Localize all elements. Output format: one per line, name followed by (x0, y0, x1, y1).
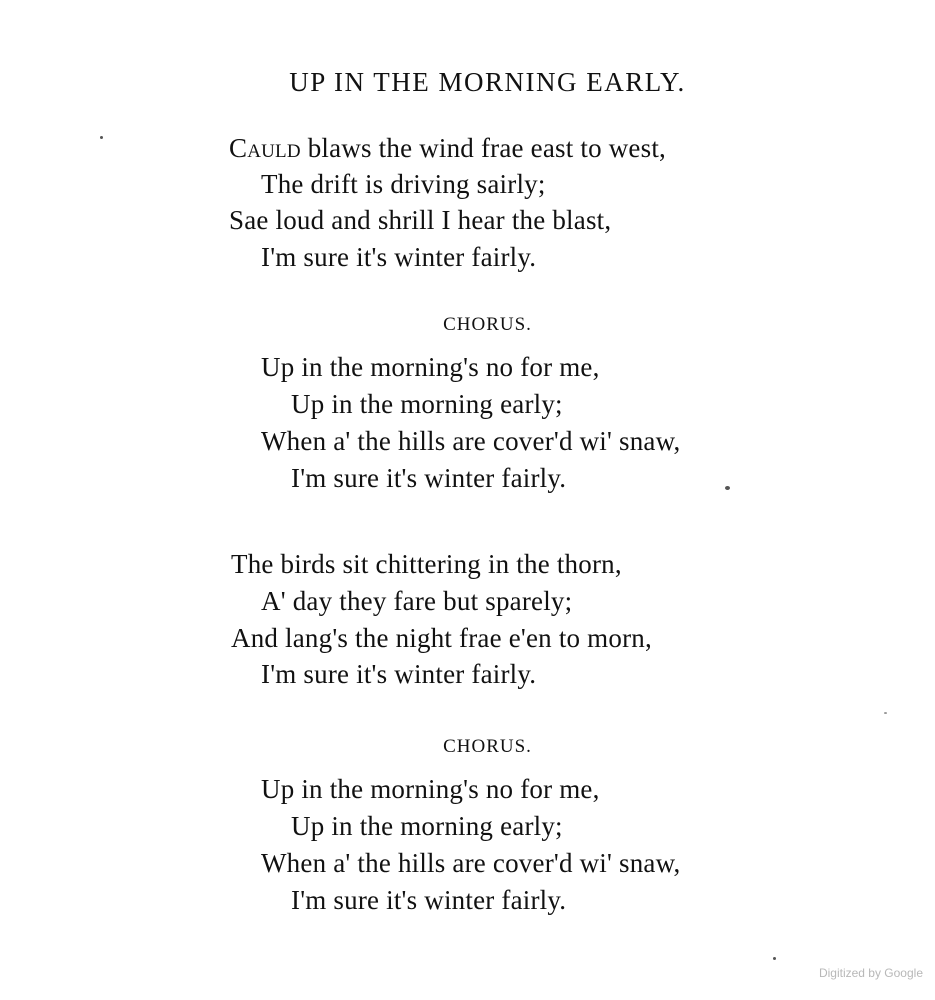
scan-speck (100, 136, 103, 139)
digitization-credit: Digitized by Google (818, 966, 923, 980)
chorus2-line-2: Up in the morning early; (291, 811, 563, 841)
scan-speck (773, 957, 776, 960)
scan-speck (884, 712, 887, 714)
poem-title: UP IN THE MORNING EARLY. (289, 67, 686, 97)
chorus-heading: CHORUS. (443, 736, 532, 757)
chorus1-line-2: Up in the morning early; (291, 389, 563, 419)
stanza1-line-2: The drift is driving sairly; (261, 169, 546, 199)
chorus2-line-4: I'm sure it's winter fairly. (291, 885, 567, 915)
chorus2-line-1: Up in the morning's no for me, (261, 774, 600, 804)
stanza2-line-2: A' day they fare but sparely; (261, 586, 573, 616)
stanza1-line-4: I'm sure it's winter fairly. (261, 242, 537, 272)
chorus2-line-3: When a' the hills are cover'd wi' snaw, (261, 848, 681, 878)
stanza1-line-1-rest: blaws the wind frae east to west, (300, 133, 666, 163)
stanza2-line-3: And lang's the night frae e'en to morn, (231, 623, 652, 653)
chorus1-line-1: Up in the morning's no for me, (261, 352, 600, 382)
stanza2-line-1: The birds sit chittering in the thorn, (231, 549, 622, 579)
drop-word: Cauld (229, 133, 301, 163)
stanza2-line-4: I'm sure it's winter fairly. (261, 659, 537, 689)
chorus1-line-3: When a' the hills are cover'd wi' snaw, (261, 426, 681, 456)
chorus1-line-4: I'm sure it's winter fairly. (291, 463, 567, 493)
chorus-heading: CHORUS. (443, 314, 532, 335)
scan-speck (725, 486, 730, 490)
stanza1-line-3: Sae loud and shrill I hear the blast, (229, 205, 612, 235)
stanza1-line-1 (229, 130, 666, 166)
